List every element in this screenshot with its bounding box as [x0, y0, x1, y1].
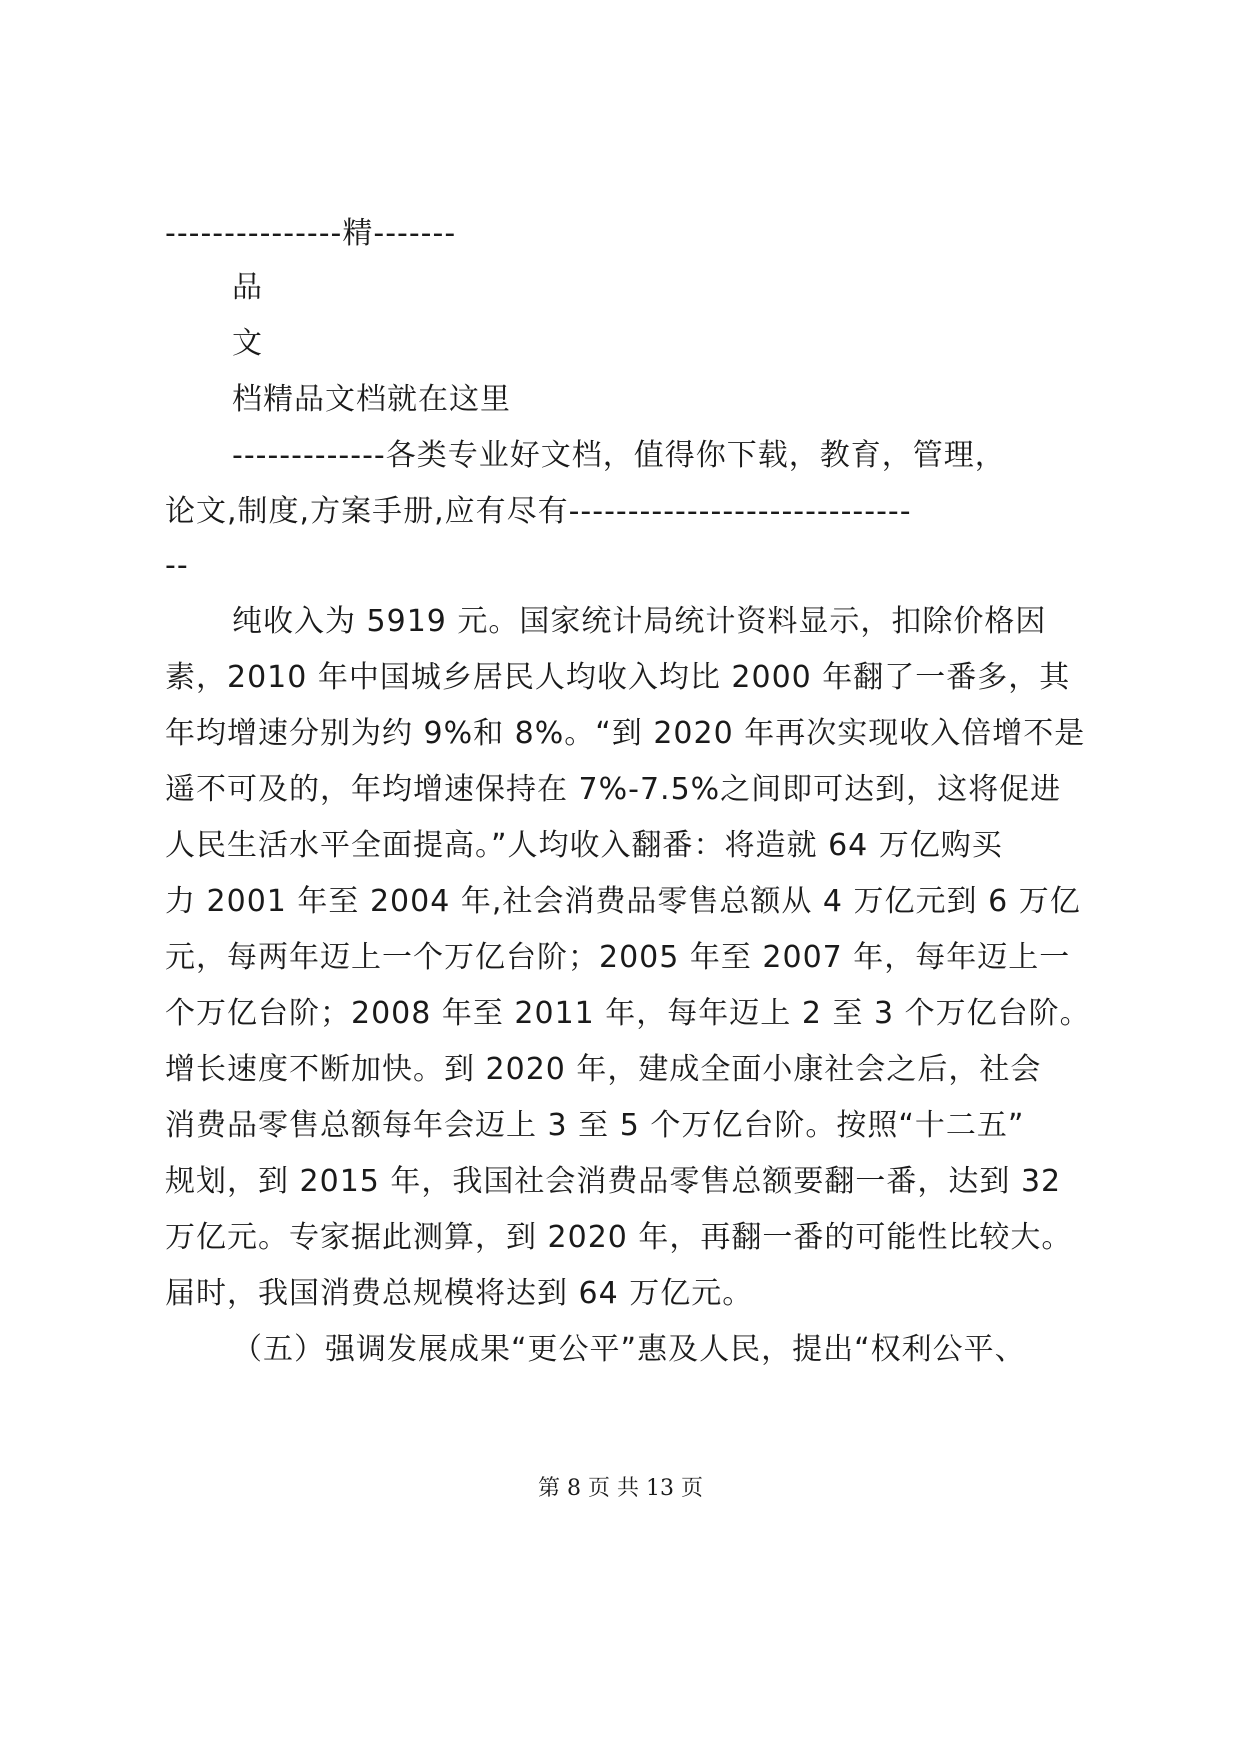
page-number-footer: 第 8 页 共 13 页: [538, 1476, 703, 1501]
header-line-1: ---------------精-------: [165, 216, 457, 251]
section-heading-line: （五）强调发展成果“更公平”惠及人民，提出“权利公平、: [232, 1332, 1026, 1367]
header-line-4: 档精品文档就在这里: [232, 382, 511, 417]
body-line: 人民生活水平全面提高。”人均收入翻番：将造就 64 万亿购买: [165, 828, 1003, 863]
body-line: 届时，我国消费总规模将达到 64 万亿元。: [165, 1276, 754, 1311]
body-line: 纯收入为 5919 元。国家统计局统计资料显示，扣除价格因: [232, 604, 1047, 639]
header-line-7: --: [165, 548, 189, 583]
body-line: 元，每两年迈上一个万亿台阶；2005 年至 2007 年，每年迈上一: [165, 940, 1071, 975]
header-line-3: 文: [232, 326, 263, 361]
body-line: 年均增速分别为约 9%和 8%。“到 2020 年再次实现收入倍增不是: [165, 716, 1086, 751]
header-line-5: -------------各类专业好文档，值得你下载，教育，管理，: [232, 438, 1006, 473]
header-line-6: 论文,制度,方案手册,应有尽有-----------------------------: [165, 494, 912, 529]
body-line: 规划，到 2015 年，我国社会消费品零售总额要翻一番，达到 32: [165, 1164, 1062, 1199]
body-line: 力 2001 年至 2004 年,社会消费品零售总额从 4 万亿元到 6 万亿: [165, 884, 1081, 919]
header-line-2: 品: [232, 270, 263, 305]
body-line: 万亿元。专家据此测算，到 2020 年，再翻一番的可能性比较大。: [165, 1220, 1073, 1255]
body-line: 个万亿台阶；2008 年至 2011 年，每年迈上 2 至 3 个万亿台阶。: [165, 996, 1091, 1031]
body-line: 消费品零售总额每年会迈上 3 至 5 个万亿台阶。按照“十二五”: [165, 1108, 1025, 1143]
body-line: 遥不可及的，年均增速保持在 7%-7.5%之间即可达到，这将促进: [165, 772, 1062, 807]
body-line: 增长速度不断加快。到 2020 年，建成全面小康社会之后，社会: [165, 1052, 1042, 1087]
body-line: 素，2010 年中国城乡居民人均收入均比 2000 年翻了一番多，其: [165, 660, 1071, 695]
